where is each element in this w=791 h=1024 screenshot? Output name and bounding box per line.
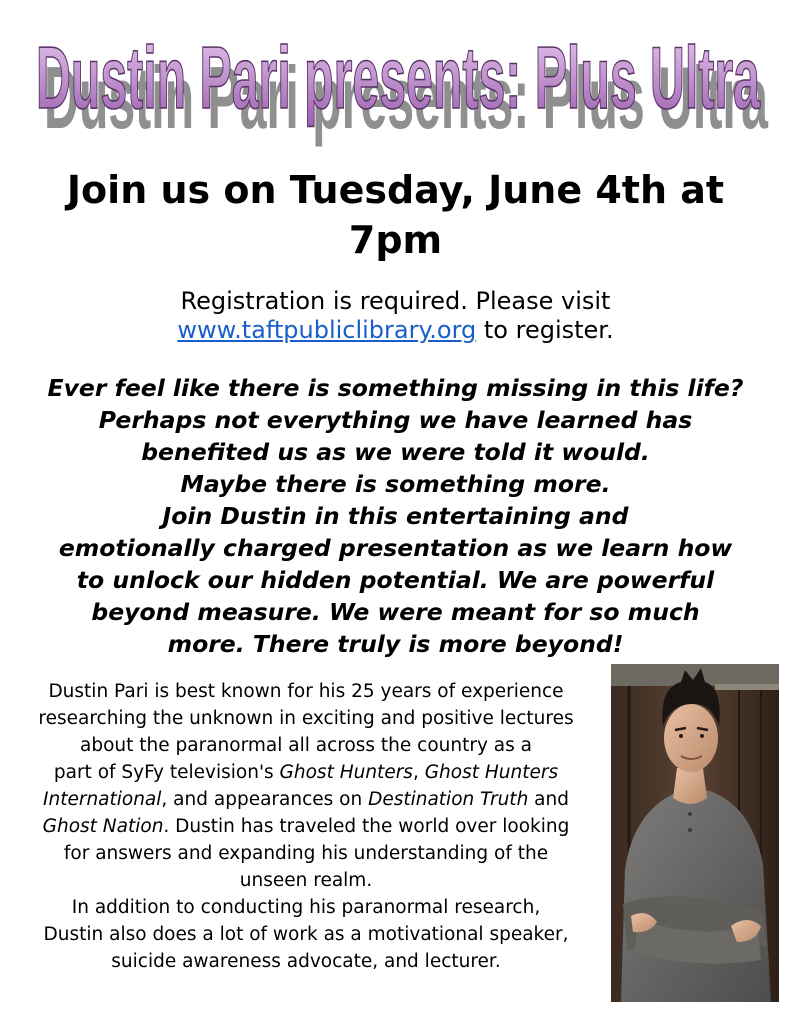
presenter-neck [673,768,707,804]
show-title: Ghost Hunters [424,762,559,783]
pitch-line: Ever feel like there is something missing in this life? [47,374,744,402]
presenter-photo [611,664,779,1002]
bio-line [6,786,606,813]
pitch-line: more. There truly is more beyond! [167,630,624,658]
bio-line [6,813,606,840]
event-date-line-2: 7pm [348,218,443,262]
bio-text: . Dustin has traveled the world over looking [163,816,570,837]
pitch-line: Join Dustin in this entertaining and [162,502,629,530]
show-title: Destination Truth [368,789,529,810]
bio-line: researching the unknown in exciting and positive lectures [38,708,574,729]
show-title: Ghost Hunters [279,762,413,783]
registration-link-line [90,316,701,345]
bio-paragraph [6,678,606,975]
bio-text: part of SyFy television's [53,762,280,783]
bio-line: for answers and expanding his understanding of the [63,843,549,864]
bio-text: and [528,789,569,810]
show-title: International [43,789,162,810]
bio-line: unseen realm. [239,870,373,891]
registration-text-after: to register. [476,316,614,344]
event-date-line-1: Join us on Tuesday, June 4th at [66,168,725,212]
bio-line: about the paranormal all across the country as a [80,735,532,756]
presenter-face [664,704,718,772]
pitch-line: emotionally charged presentation as we learn how [58,534,733,562]
pitch-line: Maybe there is something more. [180,470,611,498]
registration-notice [90,287,701,345]
pitch-line: benefited us as we were told it would. [141,438,650,466]
bio-line: Dustin also does a lot of work as a motivational speaker, [43,924,569,945]
registration-link[interactable]: www.taftpubliclibrary.org [177,316,477,344]
pitch-line: Perhaps not everything we have learned has [98,406,693,434]
bio-text: , [412,762,425,783]
poster-title [18,8,778,158]
bio-line: suicide awareness advocate, and lecturer. [111,951,501,972]
event-date [20,165,771,265]
title-shadow: Dustin Pari presents: Plus Ultra [44,48,769,147]
bio-line: In addition to conducting his paranormal research, [71,897,541,918]
bio-line: Dustin Pari is best known for his 25 years of experience [48,681,564,702]
show-title: Ghost Nation [42,816,164,837]
title-text: Dustin Pari presents: Plus Ultra [36,28,761,127]
bio-text: , and appearances on [161,789,369,810]
bio-line [6,759,606,786]
registration-text: Registration is required. Please visit [180,287,611,315]
pitch-paragraph [6,372,785,660]
pitch-line: to unlock our hidden potential. We are powerful [76,566,715,594]
pitch-line: beyond measure. We were meant for so much [91,598,700,626]
